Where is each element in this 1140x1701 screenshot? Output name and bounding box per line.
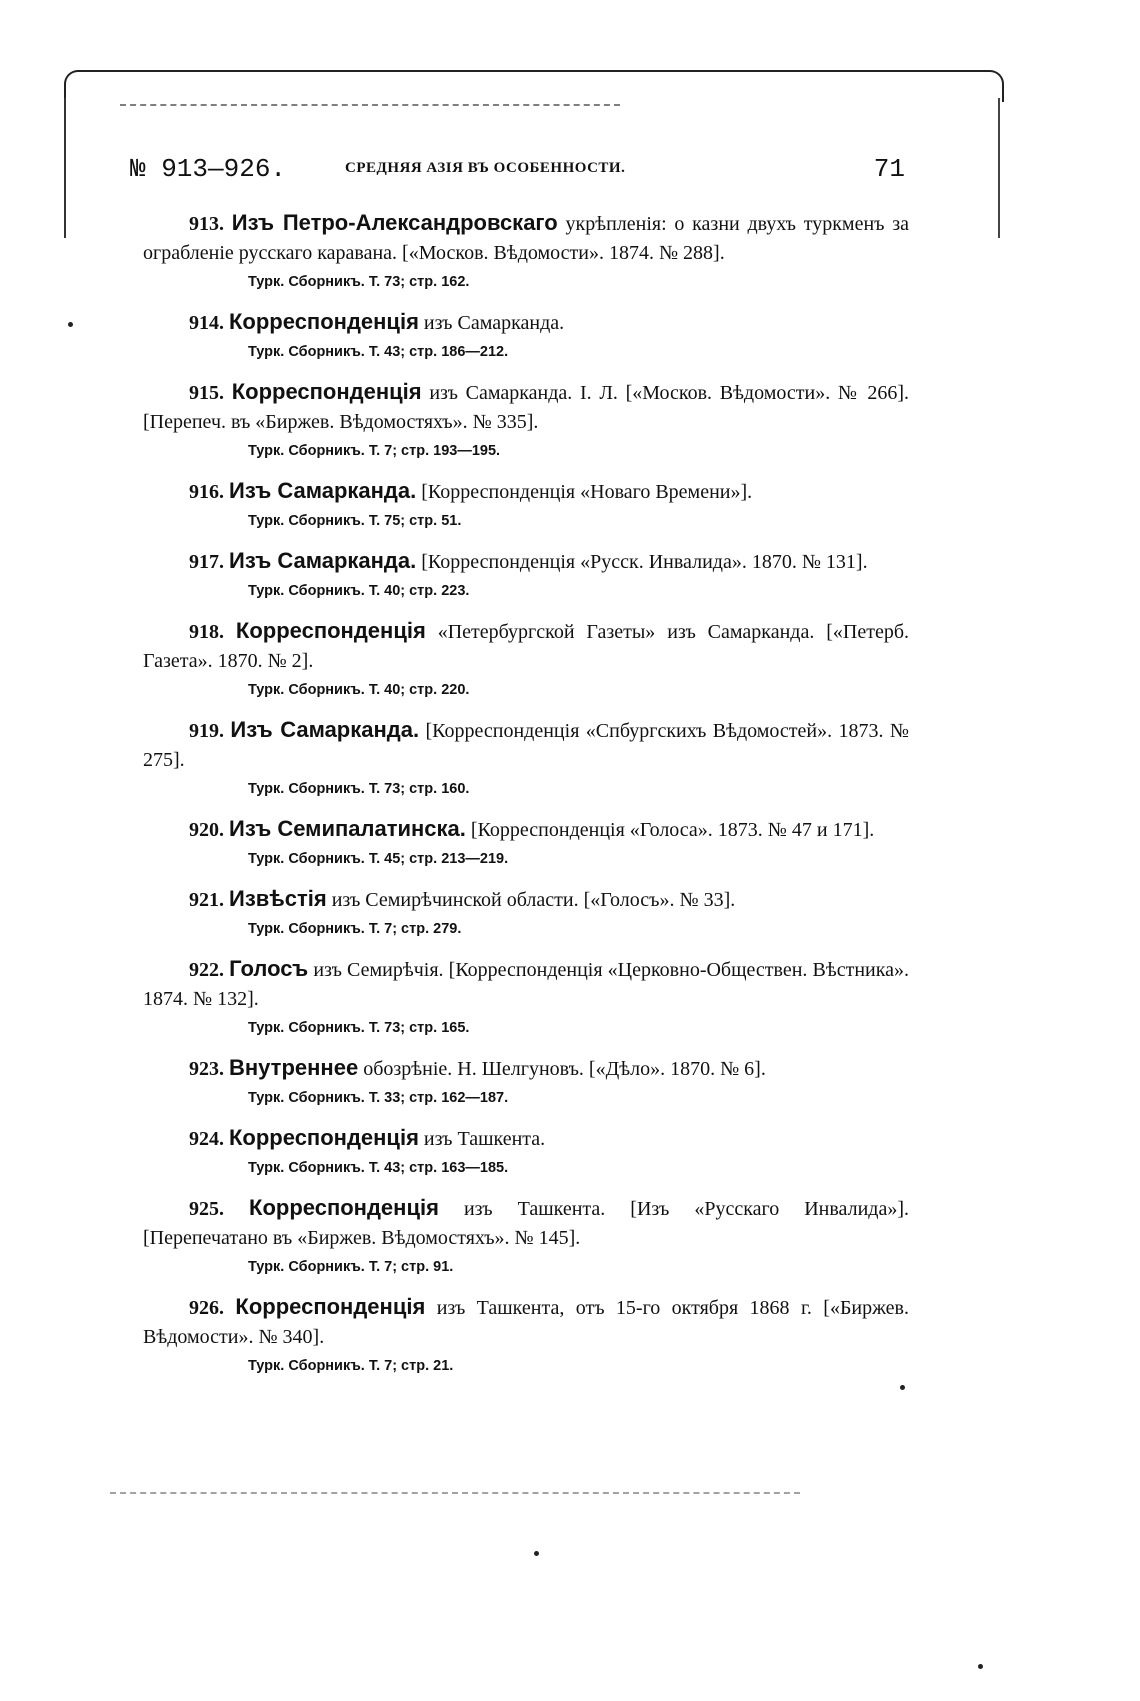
entry-number: 914. [189, 312, 224, 334]
entry-text: изъ Ташкента. [Изъ «Русскаго Инвалида»]. [Перепечатано въ «Биржев. Вѣдомостяхъ». № 145]. [143, 1198, 909, 1249]
entry-number: 920. [189, 819, 224, 841]
entry-source: Турк. Сборникъ. Т. 73; стр. 165. [248, 1020, 470, 1036]
bibliography-entry [143, 616, 909, 700]
bibliography-entry [143, 208, 909, 292]
entry-text: [Корреспонденція «Спбургскихъ Вѣдомостей». 1873. № 275]. [143, 720, 910, 771]
entry-number: 917. [189, 551, 224, 573]
bibliography-entry [143, 1193, 909, 1277]
bibliography-entry [143, 954, 909, 1038]
entry-number: 923. [189, 1058, 224, 1080]
entry-number: 921. [189, 889, 224, 911]
entry-source: Турк. Сборникъ. Т. 7; стр. 279. [248, 921, 462, 937]
entry-heading: Голосъ [229, 956, 309, 981]
entry-text: укрѣпленія: о казни двухъ туркменъ за ограбленіе русскаго каравана. [«Москов. Вѣдомости». 1874. № 288]. [143, 213, 910, 264]
entry-text: изъ Семирѣчія. [Корреспонденція «Церковно-Обществен. Вѣстника». 1874. № 132]. [143, 959, 910, 1010]
entry-heading: Корреспонденція [229, 309, 419, 334]
entry-source: Турк. Сборникъ. Т. 7; стр. 21. [248, 1358, 454, 1374]
entry-text: обозрѣніе. Н. Шелгуновъ. [«Дѣло». 1870. № 6]. [363, 1058, 766, 1080]
page-frame-right [998, 98, 1000, 238]
page-frame-top [64, 70, 1004, 102]
entry-heading: Извѣстія [229, 886, 327, 911]
bibliography-entry [143, 1292, 909, 1376]
scan-dash-bottom [110, 1492, 800, 1494]
page-number: 71 [873, 154, 905, 184]
entry-heading: Внутреннее [229, 1055, 359, 1080]
entry-source: Турк. Сборникъ. Т. 33; стр. 162—187. [248, 1090, 509, 1106]
entry-heading: Корреспонденція [231, 379, 422, 404]
scan-dash-top [120, 104, 620, 106]
entry-source: Турк. Сборникъ. Т. 40; стр. 223. [248, 583, 470, 599]
bibliography-entry [143, 307, 909, 362]
entry-number: 922. [189, 959, 224, 981]
page-header [130, 154, 905, 190]
bibliography-entry [143, 476, 909, 531]
entry-source: Турк. Сборникъ. Т. 75; стр. 51. [248, 513, 462, 529]
entry-text: [Корреспонденція «Голоса». 1873. № 47 и 171]. [470, 819, 875, 841]
entry-heading: Корреспонденція [235, 1294, 426, 1319]
entry-source: Турк. Сборникъ. Т. 45; стр. 213—219. [248, 851, 509, 867]
entry-heading: Изъ Петро-Александровскаго [231, 210, 558, 235]
entry-source: Турк. Сборникъ. Т. 73; стр. 160. [248, 781, 470, 797]
entry-text: изъ Ташкента, отъ 15-го октября 1868 г. [«Биржев. Вѣдомости». № 340]. [143, 1297, 910, 1348]
bibliography-entry [143, 715, 909, 799]
entry-text: изъ Самарканда. [423, 312, 565, 334]
entry-text: изъ Самарканда. I. Л. [«Москов. Вѣдомости». № 266]. [Перепеч. въ «Биржев. Вѣдомостяхъ». № 335]. [143, 382, 910, 433]
scan-speck [68, 322, 73, 327]
entry-source: Турк. Сборникъ. Т. 7; стр. 91. [248, 1259, 454, 1275]
section-title: СРЕДНЯЯ АЗІЯ ВЪ ОСОБЕННОСТИ. [345, 160, 626, 176]
entry-source: Турк. Сборникъ. Т. 43; стр. 186—212. [248, 344, 509, 360]
entry-number: 918. [189, 621, 224, 643]
entry-text: изъ Семирѣчинской области. [«Голосъ». № 33]. [331, 889, 736, 911]
bibliography-entry [143, 814, 909, 869]
entry-heading: Изъ Самарканда. [229, 478, 417, 503]
bibliography-entry [143, 377, 909, 461]
entry-heading: Корреспонденція [229, 1125, 419, 1150]
scan-speck [978, 1664, 983, 1669]
entry-text: [Корреспонденція «Русск. Инвалида». 1870. № 131]. [421, 551, 868, 573]
entry-text: [Корреспонденція «Новаго Времени»]. [421, 481, 753, 503]
entry-number: 919. [189, 720, 224, 742]
entry-heading: Корреспонденція [249, 1195, 439, 1220]
entry-number: 926. [189, 1297, 224, 1319]
entry-number: 916. [189, 481, 224, 503]
bibliography-entry [143, 884, 909, 939]
entry-source: Турк. Сборникъ. Т. 7; стр. 193—195. [248, 443, 501, 459]
entry-heading: Корреспонденція [235, 618, 426, 643]
entry-text: «Петербургской Газеты» изъ Самарканда. [«Петерб. Газета». 1870. № 2]. [143, 621, 909, 672]
entry-heading: Изъ Семипалатинска. [229, 816, 466, 841]
entry-range: № 913—926. [130, 154, 287, 184]
entry-source: Турк. Сборникъ. Т. 73; стр. 162. [248, 274, 470, 290]
page-frame-left [64, 98, 66, 238]
entry-number: 925. [189, 1198, 224, 1220]
entry-text: изъ Ташкента. [423, 1128, 546, 1150]
entry-number: 924. [189, 1128, 224, 1150]
bibliography-list [143, 208, 909, 1391]
scan-speck [534, 1551, 539, 1556]
bibliography-entry [143, 1123, 909, 1178]
entry-heading: Изъ Самарканда. [229, 548, 417, 573]
entry-number: 915. [189, 382, 224, 404]
entry-source: Турк. Сборникъ. Т. 40; стр. 220. [248, 682, 470, 698]
bibliography-entry [143, 1053, 909, 1108]
entry-number: 913. [189, 213, 224, 235]
entry-source: Турк. Сборникъ. Т. 43; стр. 163—185. [248, 1160, 509, 1176]
bibliography-entry [143, 546, 909, 601]
entry-heading: Изъ Самарканда. [230, 717, 420, 742]
